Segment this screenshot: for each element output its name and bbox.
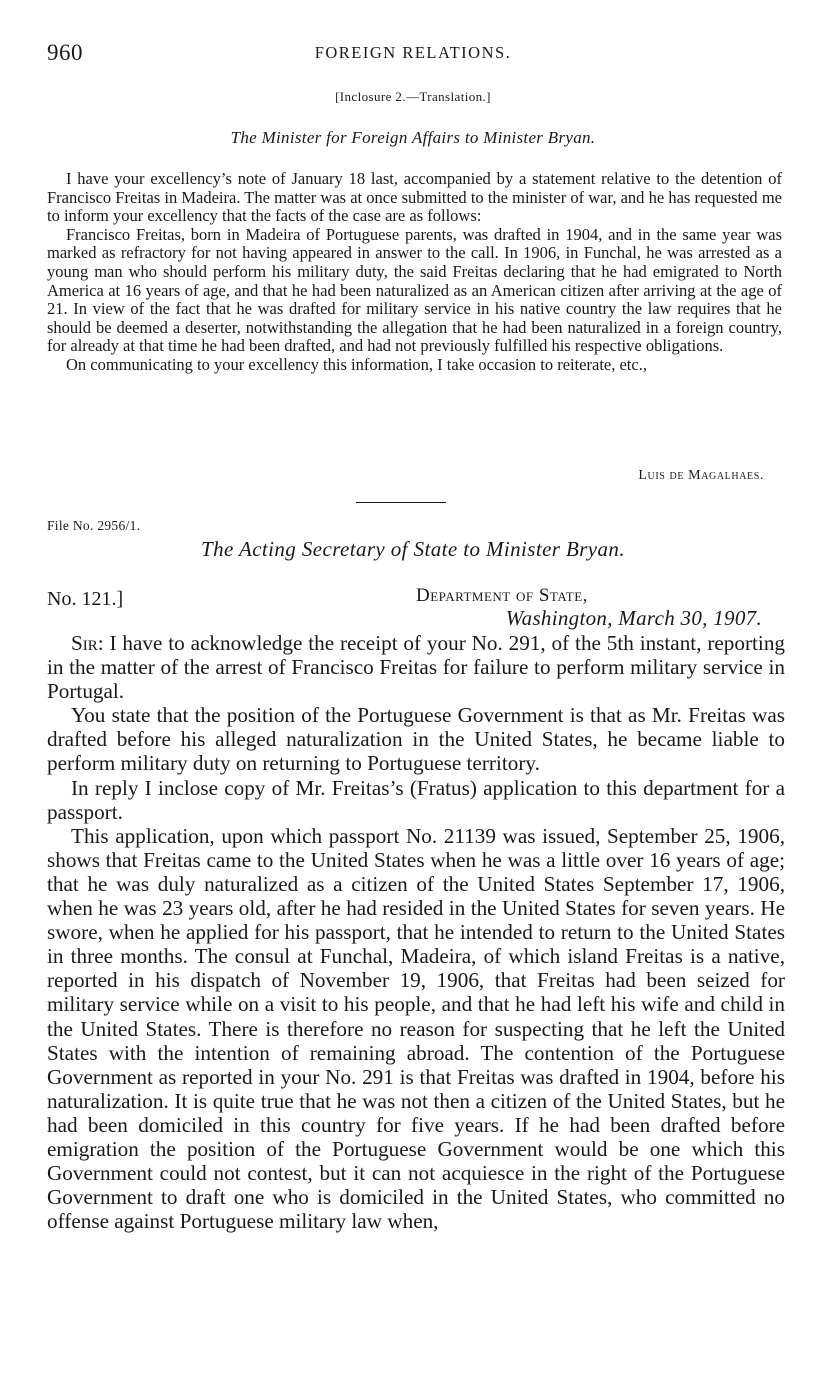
enclosure-heading: The Minister for Foreign Affairs to Minister Bryan.: [230, 128, 596, 147]
letter-number: No. 121.]: [47, 588, 124, 610]
enclosure-label: [Inclosure 2.—Translation.]: [335, 89, 491, 104]
enclosure-body: [47, 170, 782, 375]
salutation: Sir:: [71, 631, 104, 655]
letter-paragraph: In reply I inclose copy of Mr. Freitas’s (Fratus) application to this department for a passport.: [47, 775, 785, 824]
page-number: 960: [47, 40, 83, 65]
letter-heading: The Acting Secretary of State to Minister Bryan.: [201, 537, 625, 561]
letter-paragraph: This application, upon which passport No. 21139 was issued, September 25, 1906, shows that Freitas came to the United States when he was a little over 16 years of age; that he was duly naturalized as a citizen of the United States September 17, 1906, when he was 23 years old, after he had resided in the United States for seven years. He swore, when he applied for his passport, that he intended to return to the United States in three months. The consul at Funchal, Madeira, of which island Freitas is a native, reported in his dispatch of November 19, 1906, that Freitas had been seized for military service while on a visit to his people, and that he had left his wife and child in the United States. There is therefore no reason for suspecting that he left the United States with the intention of remaining abroad. The contention of the Portuguese Government as reported in your No. 291 is that Freitas was drafted in 1904, before his naturalization. It is quite true that he was not then a citizen of the United States, but he had been domiciled in this country for five years. If he had been drafted before emigration the position of the Portuguese Government would be one which this Government could not contest, but it can not acquiesce in the right of the Portuguese Government to draft one who is domiciled in the United States, who committed no offense against Portuguese military law when,: [47, 823, 785, 1234]
file-number: File No. 2956/1.: [47, 518, 141, 533]
letter-body: [47, 631, 785, 1233]
enclosure-paragraph: On communicating to your excellency this information, I take occasion to reiterate, etc.,: [66, 354, 647, 374]
enclosure-paragraph: I have your excellency’s note of January 18 last, accompanied by a statement relative to the detention of Francisco Freitas in Madeira. The matter was at once submitted to the minister of war, and he has requested me to inform your excellency that the facts of the case are as follows:: [47, 169, 782, 226]
signature: Luis de Magalhaes.: [638, 468, 764, 483]
running-title: FOREIGN RELATIONS.: [314, 43, 512, 62]
letter-paragraph: [47, 631, 785, 703]
letter-paragraph: You state that the position of the Portuguese Government is that as Mr. Freitas was drafted before his alleged naturalization in the United States, he became liable to perform military duty on returning to Portuguese territory.: [47, 703, 785, 776]
enclosure-paragraph: Francisco Freitas, born in Madeira of Portuguese parents, was drafted in 1904, and in the same year was marked as refractory for not having appeared in answer to the call. In 1906, in Funchal, he was arrested as a young man who should perform his military duty, the said Freitas declaring that he had emigrated to North America at 16 years of age, and that he had been naturalized as an American citizen after arriving at the age of 21. In view of the fact that he was drafted for military service in his native country the law requires that he should be deemed a deserter, notwithstanding the allegation that he had been naturalized in a foreign country, for already at that time he had been drafted, and had not previously fulfilled his respective obligations.: [47, 224, 782, 356]
section-divider: [356, 502, 446, 503]
dateline: Washington, March 30, 1907.: [505, 606, 762, 630]
department-line: Department of State,: [416, 585, 588, 606]
letter-paragraph-text: I have to acknowledge the receipt of your No. 291, of the 5th instant, reporting in the matter of the arrest of Francisco Freitas for failure to perform military service in Portugal.: [47, 631, 786, 704]
